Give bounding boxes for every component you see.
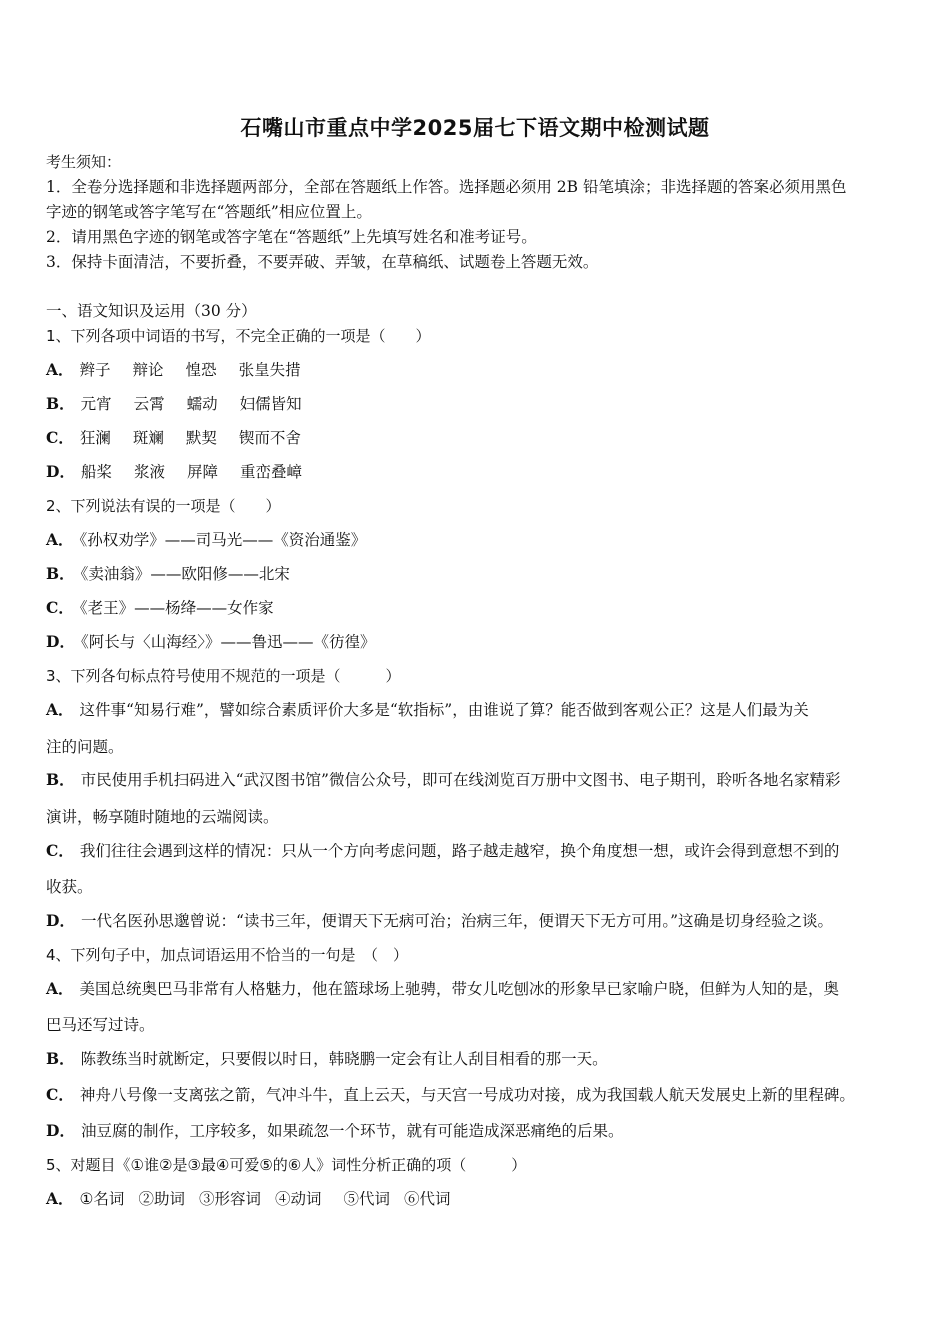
- notice-line-1: 1．全卷分选择题和非选择题两部分，全部在答题纸上作答。选择题必须用 2B 铅笔填涂；非选择题的答案必须用黑色: [46, 178, 847, 196]
- q2-stem: 2、下列说法有误的一项是（ ）: [46, 497, 281, 515]
- notice-line-4: 3．保持卡面清洁，不要折叠，不要弄破、弄皱，在草稿纸、试题卷上答题无效。: [46, 253, 599, 271]
- q3-option-c-line-1: C． 我们往往会遇到这样的情况：只从一个方向考虑问题，路子越走越窄，换个角度想一想，或许会得到意想不到的: [46, 841, 840, 860]
- q3-option-b-line-2: 演讲，畅享随时随地的云端阅读。: [46, 808, 279, 826]
- q3-option-c-line-2: 收获。: [46, 878, 93, 896]
- q2-option-b: B． 《卖油翁》——欧阳修——北宋: [46, 564, 290, 583]
- q1-option-a: A． 辫子 辩论 惶恐 张皇失措: [46, 360, 301, 379]
- q1-option-d: D． 船桨 浆液 屏障 重峦叠嶂: [46, 462, 303, 481]
- notice-heading: 考生须知：: [46, 153, 122, 171]
- q4-option-d: D． 油豆腐的制作，工序较多，如果疏忽一个环节，就有可能造成深恶痛绝的后果。: [46, 1121, 624, 1140]
- q4-option-a-line-2: 巴马还写过诗。: [46, 1016, 155, 1034]
- q4-option-c: C． 神舟八号像一支离弦之箭，气冲斗牛，直上云天，与天宫一号成功对接，成为我国载人航天发展史上新的里程碑。: [46, 1085, 855, 1104]
- q3-stem: 3、下列各句标点符号使用不规范的一项是（ ）: [46, 667, 401, 685]
- notice-line-3: 2．请用黑色字迹的钢笔或答字笔在“答题纸”上先填写姓名和准考证号。: [46, 228, 537, 246]
- page-title: 石嘴山市重点中学2025届七下语文期中检测试题: [240, 116, 710, 140]
- q3-option-b-line-1: B． 市民使用手机扫码进入“武汉图书馆”微信公众号，即可在线浏览百万册中文图书、电子期刊，聆听各地名家精彩: [46, 770, 841, 789]
- q3-option-a-line-2: 注的问题。: [46, 738, 124, 756]
- q1-stem: 1、下列各项中词语的书写，不完全正确的一项是（ ）: [46, 327, 431, 345]
- q5-option-a: A． ①名词 ②助词 ③形容词 ④动词 ⑤代词 ⑥代词: [46, 1189, 451, 1208]
- q1-option-b: B． 元宵 云霄 蠕动 妇儒皆知: [46, 394, 302, 413]
- q1-option-c: C． 狂澜 斑斓 默契 锲而不舍: [46, 428, 301, 447]
- q3-option-a-line-1: A． 这件事“知易行难”，譬如综合素质评价大多是“软指标”，由谁说了算？能否做到客观公正？这是人们最为关: [46, 700, 809, 719]
- q2-option-a: A． 《孙权劝学》——司马光——《资治通鉴》: [46, 530, 367, 549]
- notice-line-2: 字迹的钢笔或答字笔写在“答题纸”相应位置上。: [46, 203, 372, 221]
- q4-option-b: B． 陈教练当时就断定，只要假以时日，韩晓鹏一定会有让人刮目相看的那一天。: [46, 1049, 608, 1068]
- q2-option-d: D． 《阿长与〈山海经〉》——鲁迅——《彷徨》: [46, 632, 376, 651]
- q3-option-d: D． 一代名医孙思邈曾说：“读书三年，便谓天下无病可治；治病三年，便谓天下无方可用。”这确是切身经验之谈。: [46, 911, 834, 930]
- q4-stem: 4、下列句子中，加点词语运用不恰当的一句是 （ ）: [46, 946, 409, 964]
- section-heading: 一、语文知识及运用（30 分）: [46, 302, 257, 320]
- q4-option-a-line-1: A． 美国总统奥巴马非常有人格魅力，他在篮球场上驰骋，带女儿吃刨冰的形象早已家喻户晓，但鲜为人知的是，奥: [46, 979, 840, 998]
- q2-option-c: C． 《老王》——杨绛——女作家: [46, 598, 274, 617]
- q5-stem: 5、对题目《①谁②是③最④可爱⑤的⑥人》词性分析正确的项（ ）: [46, 1156, 527, 1174]
